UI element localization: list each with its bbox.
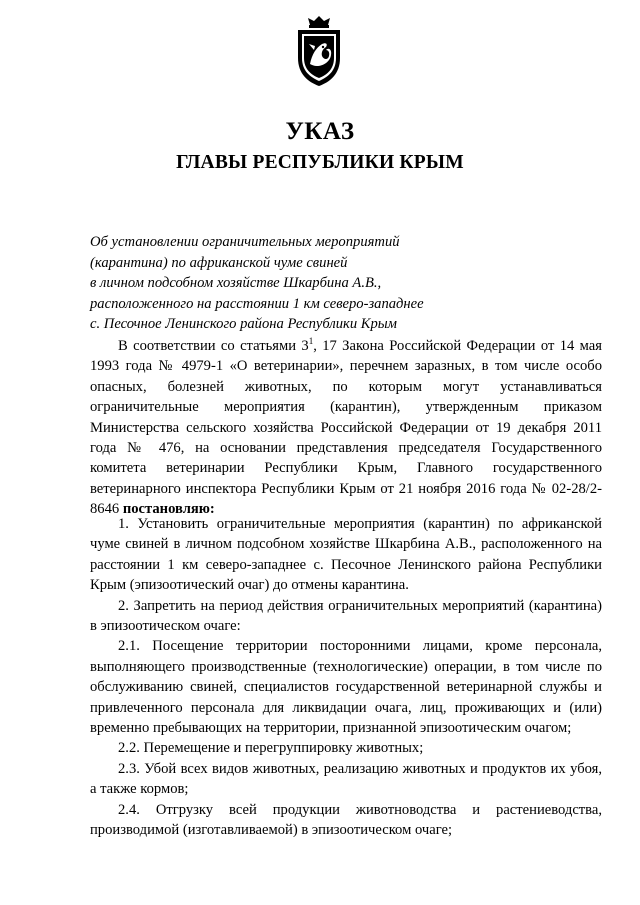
crimea-coat-of-arms-emblem xyxy=(292,14,346,88)
document-subtitle: ГЛАВЫ РЕСПУБЛИКИ КРЫМ xyxy=(176,152,464,173)
document-title: УКАЗ xyxy=(285,118,355,145)
subject-line: расположенного на расстоянии 1 км северо-западнее xyxy=(90,295,424,312)
decree-item-2-1: 2.1. Посещение территории посторонними лицами, кроме персонала, выполняющего производственные (технологические) операции, в том числе по обслуживанию свиней, специалистов государственной ветеринарной службы и привлеченного персонала для ликвидации очага, лиц, проживающих и (или) временно пребывающих на территории, признанной эпизоотическим очагом; xyxy=(90,638,602,737)
decree-item-1: 1. Установить ограничительные мероприятия (карантин) по африканской чуме свиней в личном подсобном хозяйстве Шкарбина А.В., расположенного на расстоянии 1 км северо-западнее с. Песочное Ленинского района Республики Крым (эпизоотический очаг) до отмены карантина. xyxy=(90,516,602,594)
preamble-text-start: В соответствии со статьями 3 xyxy=(118,338,309,354)
preamble-paragraph xyxy=(90,336,602,520)
subject-line: с. Песочное Ленинского района Республики Крым xyxy=(90,316,397,332)
decree-item-2: 2. Запретить на период действия ограничительных мероприятий (карантина) в эпизоотическом очаге: xyxy=(90,597,602,635)
article-superscript: 1 xyxy=(308,336,314,346)
subject-line: в личном подсобном хозяйстве Шкарбина А.В., xyxy=(90,275,382,291)
decree-item-2-4: 2.4. Отгрузку всей продукции животноводства и растениеводства, производимой (изготавливаемой) в эпизоотическом очаге; xyxy=(90,801,602,839)
decree-item-2-2: 2.2. Перемещение и перегруппировку животных; xyxy=(118,740,424,757)
decree-items xyxy=(90,514,602,841)
decree-item-2-3: 2.3. Убой всех видов животных, реализацию животных и продуктов их убоя, а также кормов; xyxy=(90,760,602,798)
subject-line: (карантина) по африканской чуме свиней xyxy=(90,254,348,271)
preamble-block xyxy=(90,336,602,520)
decree-subject xyxy=(90,232,510,335)
subject-line: Об установлении ограничительных мероприятий xyxy=(90,234,400,250)
preamble-text-rest: , 17 Закона Российской Федерации от 14 мая 1993 года № 4979-1 «О ветеринарии», перечнем заразных, в том числе особо опасных, болезней животных, по которым могут устанавливаться ограничительные мероприятия (карантин), утвержденным приказом Министерства сельского хозяйства Российской Федерации от 19 декабря 2011 года № 476, на основании представления председателя Государственного комитета ветеринарии Республики Крым, Главного государственного ветеринарного инспектора Республики Крым от 21 ноября 2016 года № 02-28/2-8646 xyxy=(90,338,602,518)
decree-word: постановляю: xyxy=(122,501,215,518)
